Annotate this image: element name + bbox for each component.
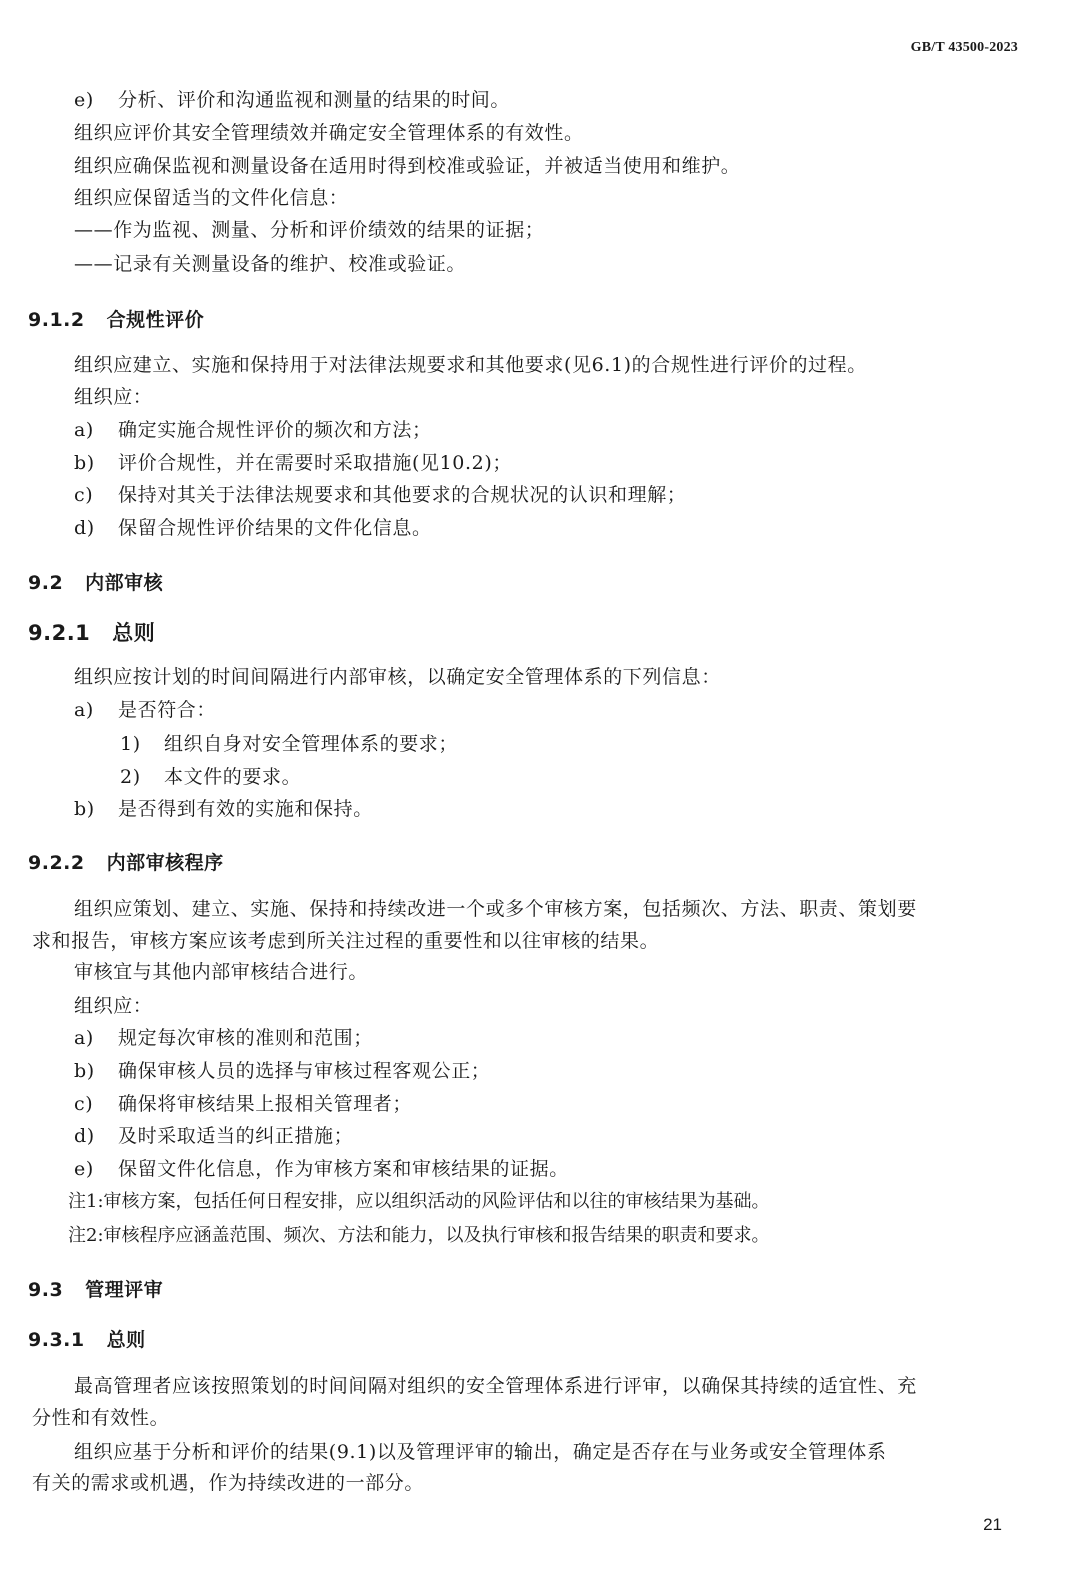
standard-code-header: GB/T 43500-2023 bbox=[910, 40, 1018, 55]
paragraph: 组织应基于分析和评价的结果(9.1)以及管理评审的输出，确定是否存在与业务或安全管理体系 bbox=[74, 1441, 887, 1463]
paragraph: 组织应按计划的时间间隔进行内部审核，以确定安全管理体系的下列信息： bbox=[74, 666, 721, 688]
sub-list-item: 2) 本文件的要求。 bbox=[120, 766, 302, 788]
paragraph: 组织应评价其安全管理绩效并确定安全管理体系的有效性。 bbox=[74, 122, 584, 144]
list-item: d) 保留合规性评价结果的文件化信息。 bbox=[74, 517, 432, 539]
dash-item: ——记录有关测量设备的维护、校准或验证。 bbox=[74, 253, 467, 275]
paragraph: 组织应建立、实施和保持用于对法律法规要求和其他要求(见6.1)的合规性进行评价的过程。 bbox=[74, 354, 867, 376]
list-item: b) 是否得到有效的实施和保持。 bbox=[74, 798, 373, 820]
paragraph-continuation: 有关的需求或机遇，作为持续改进的一部分。 bbox=[32, 1472, 425, 1494]
paragraph-continuation: 分性和有效性。 bbox=[32, 1407, 170, 1429]
paragraph: 审核宜与其他内部审核结合进行。 bbox=[74, 961, 369, 983]
list-item: a) 规定每次审核的准则和范围； bbox=[74, 1027, 373, 1049]
section-heading-9-3: 9.3 管理评审 bbox=[28, 1279, 164, 1301]
paragraph: 组织应保留适当的文件化信息： bbox=[74, 187, 349, 209]
page-number: 21 bbox=[983, 1515, 1002, 1534]
note-2: 注2:审核程序应涵盖范围、频次、方法和能力，以及执行审核和报告结果的职责和要求。 bbox=[68, 1225, 770, 1246]
paragraph: 最高管理者应该按照策划的时间间隔对组织的安全管理体系进行评审，以确保其持续的适宜性、充 bbox=[74, 1375, 917, 1397]
list-item: a) 是否符合： bbox=[74, 699, 217, 721]
paragraph: 组织应： bbox=[74, 386, 153, 408]
paragraph: 组织应： bbox=[74, 995, 153, 1017]
list-item: e) 保留文件化信息，作为审核方案和审核结果的证据。 bbox=[74, 1158, 569, 1180]
list-item: b) 评价合规性，并在需要时采取措施(见10.2)； bbox=[74, 452, 512, 474]
paragraph-continuation: 求和报告，审核方案应该考虑到所关注过程的重要性和以往审核的结果。 bbox=[32, 930, 660, 952]
paragraph: 组织应策划、建立、实施、保持和持续改进一个或多个审核方案，包括频次、方法、职责、策划要 bbox=[74, 898, 917, 920]
section-heading-9-2: 9.2 内部审核 bbox=[28, 572, 164, 594]
list-item: d) 及时采取适当的纠正措施； bbox=[74, 1125, 354, 1147]
paragraph: 组织应确保监视和测量设备在适用时得到校准或验证，并被适当使用和维护。 bbox=[74, 155, 741, 177]
note-1: 注1:审核方案，包括任何日程安排，应以组织活动的风险评估和以往的审核结果为基础。 bbox=[68, 1191, 770, 1212]
section-heading-9-2-2: 9.2.2 内部审核程序 bbox=[28, 852, 224, 874]
list-item: a) 确定实施合规性评价的频次和方法； bbox=[74, 419, 432, 441]
dash-item: ——作为监视、测量、分析和评价绩效的结果的证据； bbox=[74, 219, 545, 241]
list-item: c) 确保将审核结果上报相关管理者； bbox=[74, 1093, 413, 1115]
list-item: c) 保持对其关于法律法规要求和其他要求的合规状况的认识和理解； bbox=[74, 484, 687, 506]
list-item: b) 确保审核人员的选择与审核过程客观公正； bbox=[74, 1060, 491, 1082]
sub-list-item: 1) 组织自身对安全管理体系的要求； bbox=[120, 733, 459, 755]
list-item: e) 分析、评价和沟通监视和测量的结果的时间。 bbox=[74, 89, 511, 111]
section-heading-9-2-1: 9.2.1 总则 bbox=[28, 621, 156, 645]
section-heading-9-1-2: 9.1.2 合规性评价 bbox=[28, 309, 205, 331]
section-heading-9-3-1: 9.3.1 总则 bbox=[28, 1329, 146, 1351]
